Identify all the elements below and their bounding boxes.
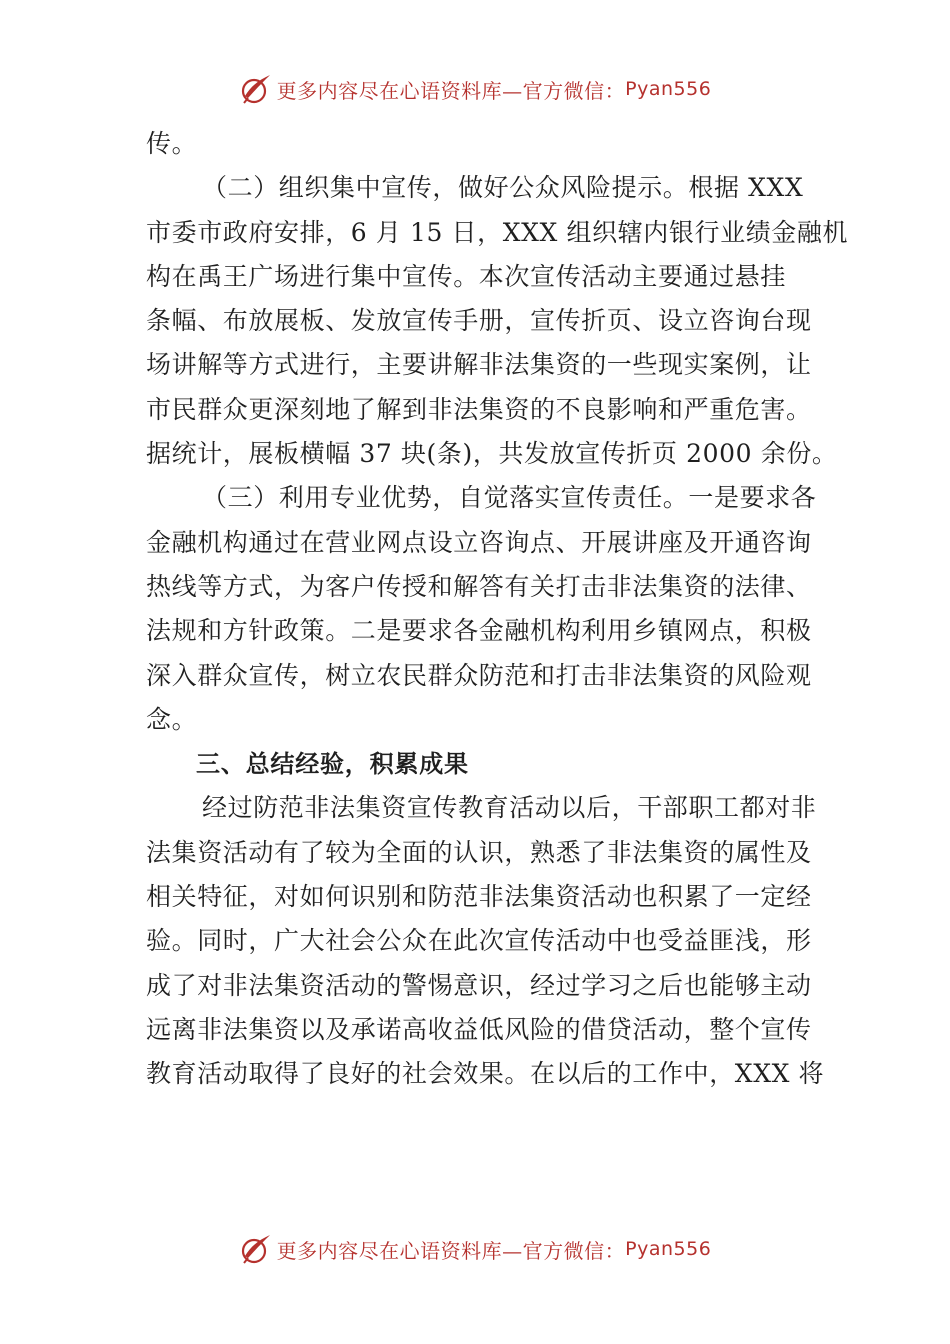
header-watermark (0, 72, 950, 106)
text-line: 成了对非法集资活动的警惕意识，经过学习之后也能够主动 (146, 970, 812, 1000)
watermark-text: 更多内容尽在心语资料库—官方微信： (276, 1238, 626, 1263)
text-line: 念。 (146, 704, 198, 734)
watermark-wechat-id: Pyan556 (625, 1238, 712, 1260)
paragraph-start: （二）组织集中宣传，做好公众风险提示。根据 XXX (202, 173, 804, 203)
text-line: 远离非法集资以及承诺高收益低风险的借贷活动，整个宣传 (146, 1014, 812, 1044)
watermark-text: 更多内容尽在心语资料库—官方微信： (276, 78, 626, 103)
text-line: 据统计，展板横幅 37 块(条)，共发放宣传折页 2000 余份。 (146, 439, 838, 469)
document-body (146, 122, 849, 1097)
text-line: 金融机构通过在营业网点设立咨询点、开展讲座及开通咨询 (146, 527, 812, 557)
text-line: 传。 (146, 129, 198, 158)
paragraph-start: 经过防范非法集资宣传教育活动以后，干部职工都对非 (202, 793, 817, 823)
paragraph-start: （三）利用专业优势，自觉落实宣传责任。一是要求各 (202, 483, 817, 513)
text-line: 深入群众宣传，树立农民群众防范和打击非法集资的风险观 (146, 660, 812, 690)
text-line: 验。同时，广大社会公众在此次宣传活动中也受益匪浅，形 (146, 926, 812, 956)
text-line: 法集资活动有了较为全面的认识，熟悉了非法集资的属性及 (146, 837, 812, 867)
text-line: 热线等方式，为客户传授和解答有关打击非法集资的法律、 (146, 571, 812, 601)
section-heading: 三、总结经验，积累成果 (196, 750, 469, 779)
quill-logo-icon (239, 1232, 273, 1266)
text-line: 市民群众更深刻地了解到非法集资的不良影响和严重危害。 (146, 394, 812, 424)
text-line: 教育活动取得了良好的社会效果。在以后的工作中，XXX 将 (146, 1059, 825, 1089)
text-line: 市委市政府安排，6 月 15 日，XXX 组织辖内银行业绩金融机 (146, 217, 849, 247)
text-line: 场讲解等方式进行，主要讲解非法集资的一些现实案例，让 (146, 350, 812, 380)
text-line: 构在禹王广场进行集中宣传。本次宣传活动主要通过悬挂 (146, 261, 787, 291)
text-line: 条幅、布放展板、发放宣传手册，宣传折页、设立咨询台现 (146, 306, 812, 336)
quill-logo-icon (239, 72, 273, 106)
text-line: 相关特征，对如何识别和防范非法集资活动也积累了一定经 (146, 882, 812, 912)
watermark-wechat-id: Pyan556 (625, 78, 712, 100)
footer-watermark (0, 1232, 950, 1266)
text-line: 法规和方针政策。二是要求各金融机构利用乡镇网点，积极 (146, 616, 812, 646)
